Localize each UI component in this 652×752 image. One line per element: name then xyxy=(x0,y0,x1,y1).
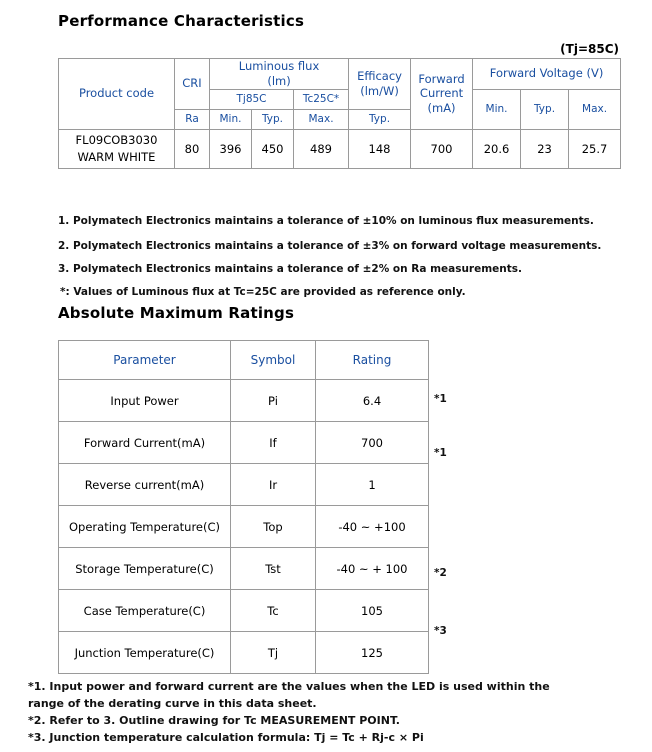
header-flux-max: Max. xyxy=(294,109,349,129)
header-flux-min: Min. xyxy=(210,109,252,129)
cell-vf-min: 20.6 xyxy=(473,129,521,168)
header-forward-current xyxy=(411,59,473,130)
cell-symbol: Tst xyxy=(231,548,316,590)
table-row xyxy=(59,129,621,168)
performance-note-2: 2. Polymatech Electronics maintains a tolerance of ±3% on forward voltage measurements. xyxy=(58,240,602,252)
cell-vf-typ: 23 xyxy=(521,129,569,168)
header-luminous-flux-line1: Luminous flux xyxy=(238,59,320,73)
header-vf-typ: Typ. xyxy=(521,89,569,129)
header-efficacy-line2: (lm/W) xyxy=(360,83,399,98)
cell-rating: 1 xyxy=(316,464,429,506)
absmax-footnote-1: *1. Input power and forward current are the values when the LED is used within the xyxy=(28,680,550,693)
cell-parameter: Input Power xyxy=(59,380,231,422)
cell-parameter: Storage Temperature(C) xyxy=(59,548,231,590)
absmax-footnote-1-continued: range of the derating curve in this data sheet. xyxy=(28,697,317,710)
cell-product-code xyxy=(59,129,175,168)
cell-parameter: Junction Temperature(C) xyxy=(59,632,231,674)
cell-symbol: Pi xyxy=(231,380,316,422)
cell-rating: 6.4 xyxy=(316,380,429,422)
header-parameter: Parameter xyxy=(59,341,231,380)
footnote-mark-4: *3 xyxy=(434,625,447,637)
footnote-mark-2: *1 xyxy=(434,447,447,459)
cell-flux-tj85-typ: 450 xyxy=(252,129,294,168)
performance-note-4: *: Values of Luminous flux at Tc=25C are provided as reference only. xyxy=(60,286,466,298)
header-vf-min: Min. xyxy=(473,89,521,129)
cell-forward-current: 700 xyxy=(411,129,473,168)
table-row xyxy=(59,380,429,422)
cell-flux-tc25-typ: 489 xyxy=(294,129,349,168)
header-symbol: Symbol xyxy=(231,341,316,380)
cell-rating: -40 ~ + 100 xyxy=(316,548,429,590)
footnote-mark-1: *1 xyxy=(434,393,447,405)
performance-characteristics-table xyxy=(58,58,621,169)
table-row xyxy=(59,464,429,506)
cell-symbol: Top xyxy=(231,506,316,548)
tj-condition-label: (Tj=85C) xyxy=(560,42,619,56)
cell-rating: -40 ~ +100 xyxy=(316,506,429,548)
footnote-mark-3: *2 xyxy=(434,567,447,579)
cell-parameter: Forward Current(mA) xyxy=(59,422,231,464)
cell-parameter: Case Temperature(C) xyxy=(59,590,231,632)
header-flux-typ: Typ. xyxy=(252,109,294,129)
header-forward-current-line3: (mA) xyxy=(427,101,456,116)
table-row xyxy=(59,422,429,464)
header-luminous-flux-line2: (lm) xyxy=(267,73,291,88)
header-efficacy-typ: Typ. xyxy=(349,109,411,129)
cell-flux-tj85-min: 396 xyxy=(210,129,252,168)
performance-note-3: 3. Polymatech Electronics maintains a tolerance of ±2% on Ra measurements. xyxy=(58,263,523,275)
header-vf-max: Max. xyxy=(569,89,621,129)
cell-vf-max: 25.7 xyxy=(569,129,621,168)
cell-symbol: Tj xyxy=(231,632,316,674)
page-title-performance-characteristics: Performance Characteristics xyxy=(58,12,305,30)
cell-symbol: Tc xyxy=(231,590,316,632)
page-title-absolute-maximum-ratings: Absolute Maximum Ratings xyxy=(58,304,295,322)
header-forward-voltage: Forward Voltage (V) xyxy=(473,59,621,90)
absolute-maximum-ratings-table xyxy=(58,340,429,674)
absmax-footnote-3: *3. Junction temperature calculation formula: Tj = Tc + Rj-c × Pi xyxy=(28,731,424,744)
absmax-footnote-2: *2. Refer to 3. Outline drawing for Tc MEASUREMENT POINT. xyxy=(28,714,400,727)
header-efficacy-line1: Efficacy xyxy=(357,69,402,83)
table-row xyxy=(59,632,429,674)
table-row xyxy=(59,506,429,548)
table-row xyxy=(59,548,429,590)
cell-rating: 700 xyxy=(316,422,429,464)
cell-symbol: If xyxy=(231,422,316,464)
cell-efficacy-typ: 148 xyxy=(349,129,411,168)
product-code-line2: WARM WHITE xyxy=(77,149,156,164)
header-forward-current-line2: Current xyxy=(419,86,464,101)
header-product-code: Product code xyxy=(59,59,175,130)
cell-rating: 125 xyxy=(316,632,429,674)
performance-note-1: 1. Polymatech Electronics maintains a tolerance of ±10% on luminous flux measurements. xyxy=(58,215,594,227)
cell-rating: 105 xyxy=(316,590,429,632)
header-flux-tj85c: Tj85C xyxy=(210,89,294,109)
header-flux-tc25c: Tc25C* xyxy=(294,89,349,109)
table-row xyxy=(59,590,429,632)
cell-symbol: Ir xyxy=(231,464,316,506)
header-rating: Rating xyxy=(316,341,429,380)
table-header-row xyxy=(59,341,429,380)
header-efficacy xyxy=(349,59,411,110)
header-forward-current-line1: Forward xyxy=(418,71,465,86)
cell-ra: 80 xyxy=(175,129,210,168)
header-luminous-flux xyxy=(210,59,349,90)
product-code-line1: FL09COB3030 xyxy=(75,132,158,147)
header-cri: CRI xyxy=(175,59,210,110)
header-ra: Ra xyxy=(175,109,210,129)
cell-parameter: Operating Temperature(C) xyxy=(59,506,231,548)
cell-parameter: Reverse current(mA) xyxy=(59,464,231,506)
